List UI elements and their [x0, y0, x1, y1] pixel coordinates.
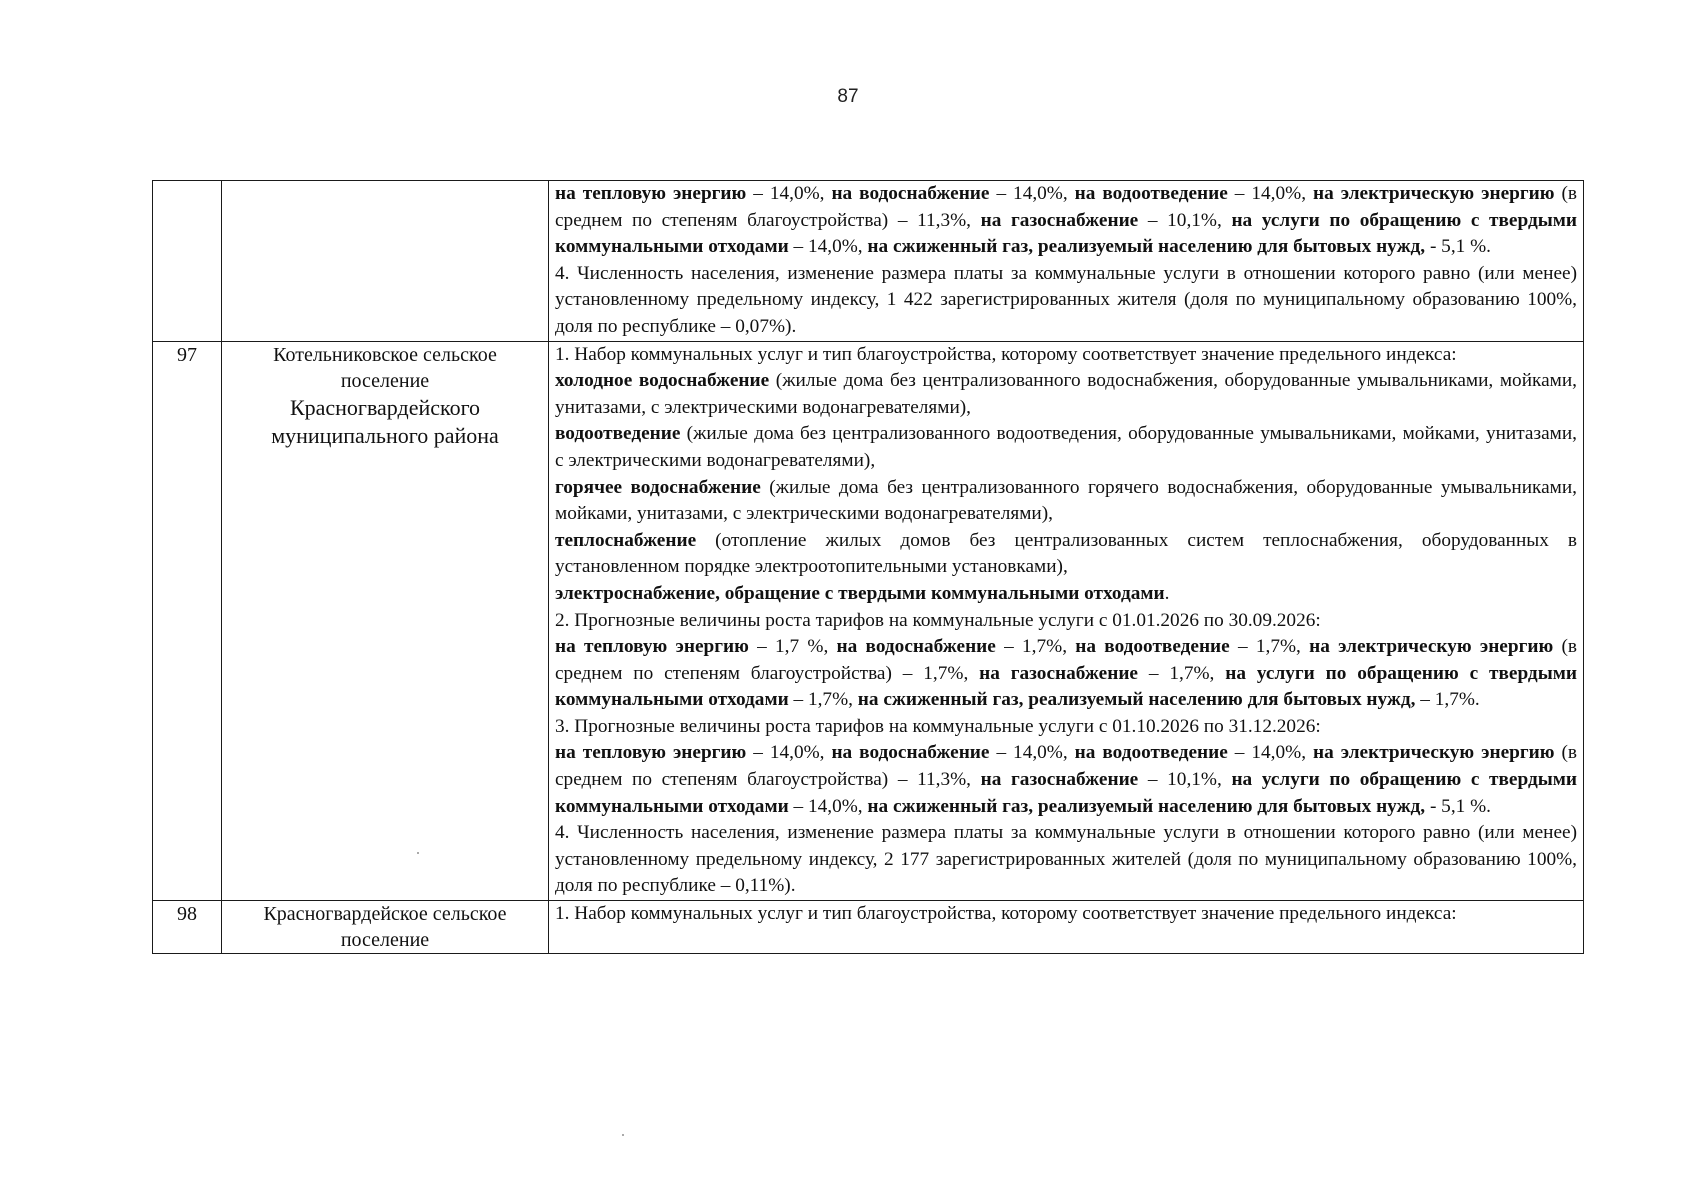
- forecast-heading-1: 2. Прогнозные величины роста тарифов на коммунальные услуги с 01.01.2026 по 30.09.2026:: [555, 609, 1321, 631]
- electricity-waste-item: электроснабжение, обращение с твердыми коммунальными отходами.: [555, 582, 1170, 604]
- content-cell: [549, 181, 1584, 342]
- table-row-continuation: [153, 181, 1584, 342]
- municipality-name: [222, 901, 549, 954]
- forecast-heading-2: 3. Прогнозные величины роста тарифов на коммунальные услуги с 01.10.2026 по 31.12.2026:: [555, 715, 1321, 737]
- tariff-growth-paragraph: на тепловую энергию – 14,0%, на водоснабжение – 14,0%, на водоотведение – 14,0%, на электрическую энергию (в среднем по степеням благоустройства) – 11,3%, на газоснабжение – 10,1%, на услуги по обращению с твердыми коммунальными отходами – 14,0%, на сжиженный газ, реализуемый населению для бытовых нужд, - 5,1 %.: [555, 183, 1578, 258]
- content-cell: [549, 341, 1584, 900]
- tariff-growth-paragraph: на тепловую энергию – 1,7 %, на водоснабжение – 1,7%, на водоотведение – 1,7%, на электрическую энергию (в среднем по степеням благоустройства) – 1,7%, на газоснабжение – 1,7%, на услуги по обращению с твердыми коммунальными отходами – 1,7%, на сжиженный газ, реализуемый населению для бытовых нужд, – 1,7%.: [555, 636, 1577, 711]
- municipality-name-line: Котельниковское сельское: [273, 343, 497, 366]
- heating-item: теплоснабжение (отопление жилых домов без централизованных систем теплоснабжения, оборудованных в установленном порядке электроотопительными установками),: [555, 529, 1577, 578]
- scan-mark: [417, 852, 419, 854]
- population-paragraph: 4. Численность населения, изменение размера платы за коммунальные услуги в отношении которого равно (или менее) установленному предельному индексу, 2 177 зарегистрированных жителей (доля по муниципальному образованию 100%, доля по республике – 0,11%).: [555, 822, 1577, 897]
- services-heading: 1. Набор коммунальных услуг и тип благоустройства, которому соответствует значение предельного индекса:: [555, 343, 1457, 365]
- population-paragraph: 4. Численность населения, изменение размера платы за коммунальные услуги в отношении которого равно (или менее) установленному предельному индексу, 1 422 зарегистрированных жителя (доля по муниципальному образованию 100%, доля по республике – 0,07%).: [555, 262, 1577, 337]
- table-row-97: [153, 341, 1584, 900]
- services-heading: 1. Набор коммунальных услуг и тип благоустройства, которому соответствует значение предельного индекса:: [555, 903, 1457, 925]
- tariff-table: [152, 180, 1584, 954]
- row-number: 97: [153, 341, 222, 900]
- municipality-name: [222, 341, 549, 900]
- tariff-growth-paragraph: на тепловую энергию – 14,0%, на водоснабжение – 14,0%, на водоотведение – 14,0%, на электрическую энергию (в среднем по степеням благоустройства) – 11,3%, на газоснабжение – 10,1%, на услуги по обращению с твердыми коммунальными отходами – 14,0%, на сжиженный газ, реализуемый населению для бытовых нужд, - 5,1 %.: [555, 742, 1578, 817]
- municipality-name-line: поселение: [340, 369, 430, 392]
- row-number-cell: [153, 181, 222, 342]
- table-row-98: [153, 901, 1584, 954]
- municipality-cell: [222, 181, 549, 342]
- cold-water-item: холодное водоснабжение (жилые дома без централизованного водоснабжения, оборудованные умывальниками, мойками, унитазами, с электрическими водонагревателями),: [555, 370, 1577, 418]
- municipality-name-line: Красногвардейского: [289, 394, 481, 420]
- municipality-name-line: Красногвардейское сельское: [263, 903, 507, 926]
- page-number: 87: [837, 86, 859, 107]
- content-cell: [549, 901, 1584, 954]
- sewage-item: водоотведение (жилые дома без централизованного водоотведения, оборудованные умывальниками, мойками, унитазами, с электрическими водонагревателями),: [555, 423, 1577, 471]
- row-number: 98: [153, 901, 222, 954]
- municipality-name-line: поселение: [340, 929, 430, 952]
- scan-mark: [622, 1134, 624, 1136]
- municipality-name-line: муниципального района: [271, 422, 499, 448]
- hot-water-item: горячее водоснабжение (жилые дома без централизованного горячего водоснабжения, оборудованные умывальниками, мойками, унитазами, с электрическими водонагревателями),: [555, 476, 1577, 525]
